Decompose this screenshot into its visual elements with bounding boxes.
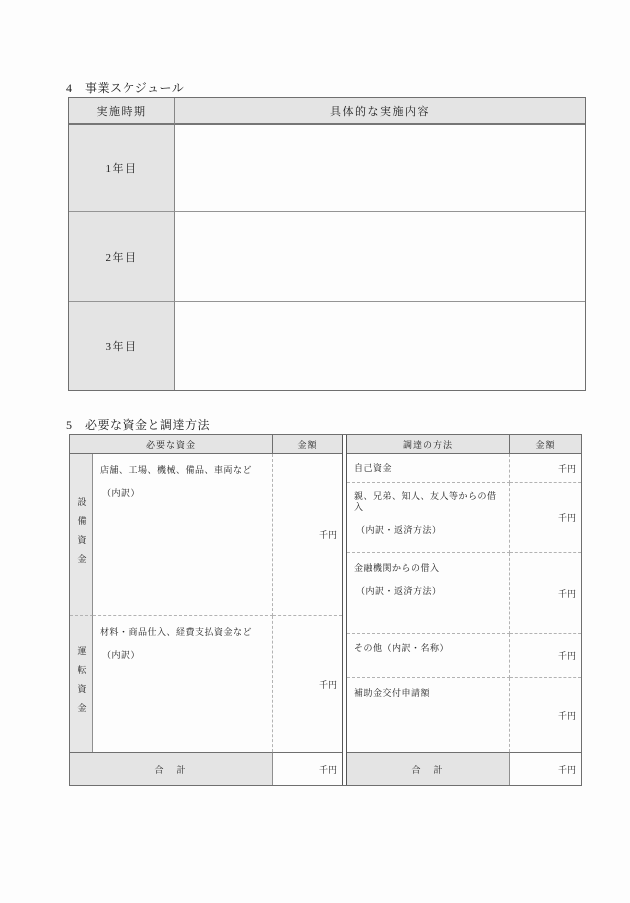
subsidy-application-cell[interactable] xyxy=(347,678,510,752)
unit-thousand-yen: 千円 xyxy=(557,710,576,721)
schedule-period-header: 実施時期 xyxy=(69,98,175,125)
family-loan-cell[interactable] xyxy=(347,483,510,553)
schedule-year3-input-cell[interactable] xyxy=(175,302,585,390)
family-loan-breakdown-label: （内訳・返済方法） xyxy=(356,524,442,535)
required-funds-amount-header: 金額 xyxy=(273,435,342,454)
required-funds-total-label: 合 計 xyxy=(70,752,273,785)
bank-loan-cell[interactable] xyxy=(347,553,510,634)
schedule-content-header: 具体的な実施内容 xyxy=(175,98,585,125)
unit-thousand-yen: 千円 xyxy=(318,679,337,690)
schedule-table xyxy=(69,98,585,390)
working-funds-items-label: 材料・商品仕入、経費支払資金など xyxy=(100,627,253,637)
section-heading-schedule: 4 事業スケジュール xyxy=(66,81,185,95)
schedule-year2-input-cell[interactable] xyxy=(175,212,585,302)
procurement-amount-header: 金額 xyxy=(510,435,581,454)
equipment-funds-category-label xyxy=(70,454,93,616)
section-heading-funds: 5 必要な資金と調達方法 xyxy=(66,418,211,432)
equipment-funds-vertical-text: 設備資金 xyxy=(76,496,87,573)
unit-thousand-yen: 千円 xyxy=(557,463,576,474)
working-funds-vertical-text: 運転資金 xyxy=(76,646,87,722)
equipment-funds-items-label: 店舗、工場、機械、備品、車両など xyxy=(100,465,253,475)
unit-thousand-yen: 千円 xyxy=(557,588,576,599)
working-funds-breakdown-label: （内訳） xyxy=(102,649,141,660)
required-funds-header: 必要な資金 xyxy=(70,435,273,454)
schedule-year3-label: 3年目 xyxy=(69,302,175,390)
schedule-year1-input-cell[interactable] xyxy=(175,125,585,212)
bank-loan-breakdown-label: （内訳・返済方法） xyxy=(356,585,442,596)
required-funds-total-amount-cell[interactable] xyxy=(273,752,342,785)
funds-table xyxy=(70,435,581,785)
procurement-total-amount-cell[interactable] xyxy=(510,752,581,785)
self-funds-cell[interactable] xyxy=(347,454,510,483)
equipment-funds-amount-cell[interactable] xyxy=(273,454,342,616)
working-funds-detail-cell[interactable] xyxy=(93,616,273,752)
family-loan-amount-cell[interactable] xyxy=(510,483,581,553)
unit-thousand-yen: 千円 xyxy=(557,513,576,523)
schedule-year1-label: 1年目 xyxy=(69,125,175,212)
subsidy-application-amount-cell[interactable] xyxy=(510,678,581,752)
procurement-total-label: 合 計 xyxy=(347,752,510,785)
other-funds-cell[interactable] xyxy=(347,634,510,678)
working-funds-category-label xyxy=(70,616,93,752)
self-funds-amount-cell[interactable] xyxy=(510,454,581,483)
bank-loan-amount-cell[interactable] xyxy=(510,553,581,634)
self-funds-label: 自己資金 xyxy=(354,463,393,473)
schedule-year2-label: 2年目 xyxy=(69,212,175,302)
unit-thousand-yen: 千円 xyxy=(557,764,576,775)
procurement-section xyxy=(347,435,581,785)
working-funds-amount-cell[interactable] xyxy=(273,616,342,752)
required-funds-section xyxy=(70,435,342,785)
unit-thousand-yen: 千円 xyxy=(318,530,337,540)
other-funds-amount-cell[interactable] xyxy=(510,634,581,678)
family-loan-label: 親、兄弟、知人、友人等からの借入 xyxy=(354,491,497,512)
procurement-method-header: 調達の方法 xyxy=(347,435,510,454)
other-funds-label: その他（内訳・名称） xyxy=(354,643,450,653)
equipment-funds-breakdown-label: （内訳） xyxy=(102,487,141,498)
unit-thousand-yen: 千円 xyxy=(318,764,337,775)
subsidy-application-label: 補助金交付申請額 xyxy=(354,688,431,698)
unit-thousand-yen: 千円 xyxy=(557,651,576,661)
equipment-funds-detail-cell[interactable] xyxy=(93,454,273,616)
bank-loan-label: 金融機関からの借入 xyxy=(354,563,440,573)
